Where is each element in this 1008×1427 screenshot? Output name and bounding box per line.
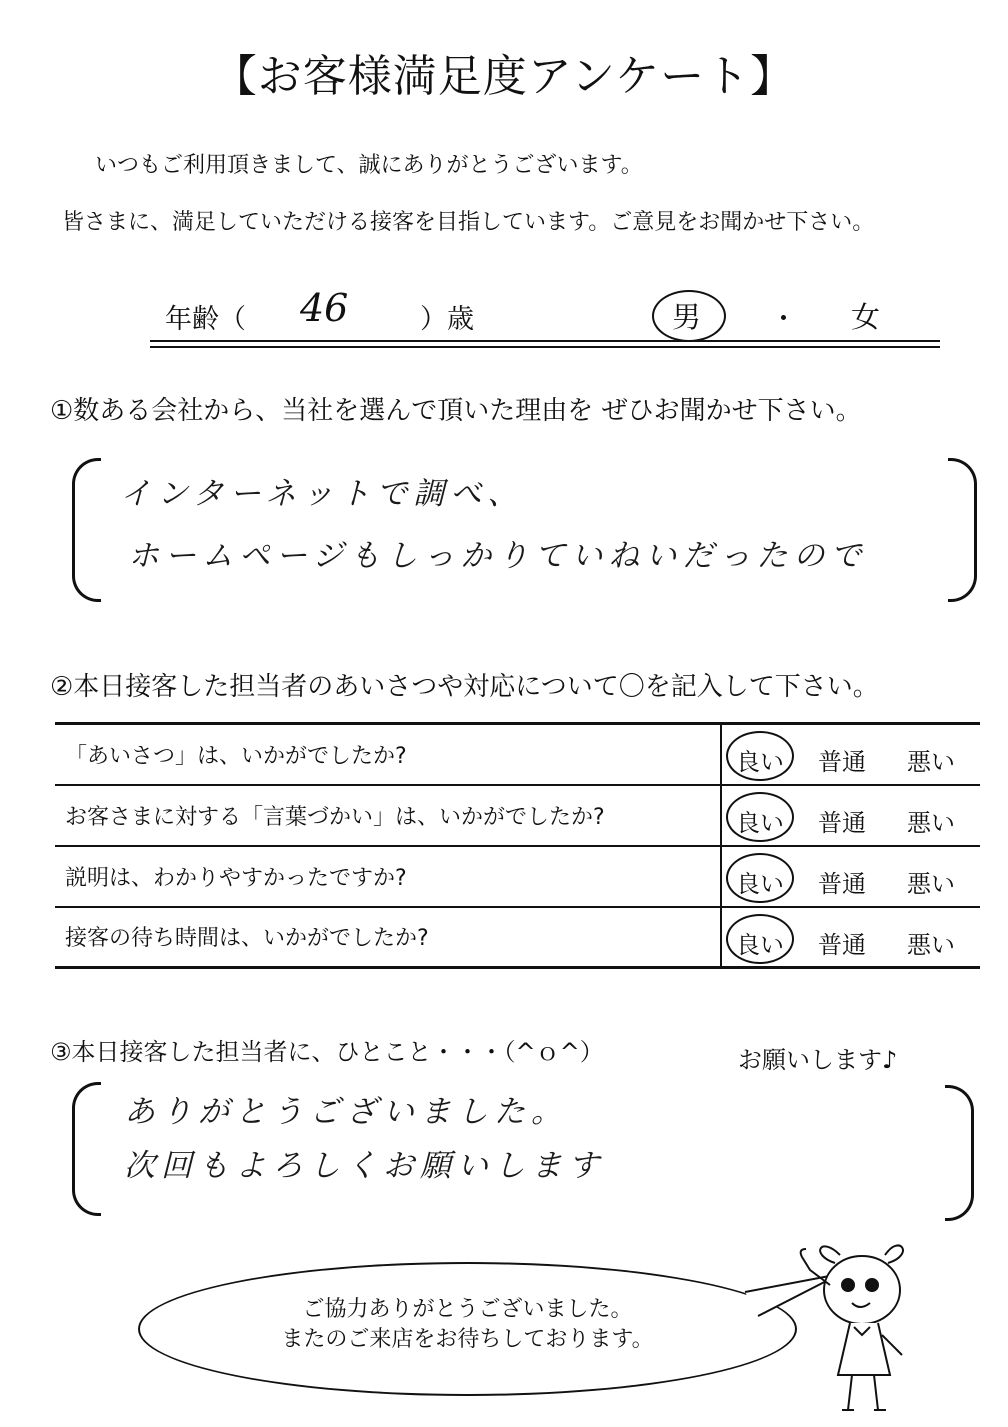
rating-options xyxy=(721,907,980,968)
age-value[interactable]: 46 xyxy=(300,286,349,330)
option-normal[interactable]: 普通 xyxy=(818,869,866,898)
rating-row xyxy=(55,846,980,907)
age-label: 年齢（ xyxy=(165,304,246,335)
rating-options xyxy=(721,846,980,907)
option-good[interactable]: 良い xyxy=(736,869,784,898)
answer-3-bracket-left xyxy=(72,1082,101,1216)
option-bad[interactable]: 悪い xyxy=(907,748,955,776)
option-good[interactable]: 良い xyxy=(736,930,784,959)
answer-1-bracket-right xyxy=(948,458,977,602)
rating-options xyxy=(721,724,980,785)
rating-question: 説明は、わかりやすかったですか? xyxy=(55,846,721,907)
answer-3-line-1[interactable]: ありがとうございました。 xyxy=(124,1094,568,1130)
rating-question: 接客の待ち時間は、いかがでしたか? xyxy=(55,907,721,968)
rating-row xyxy=(55,785,980,846)
rating-question: お客さまに対する「言葉づかい」は、いかがでしたか? xyxy=(55,785,721,846)
rating-options xyxy=(721,785,980,846)
question-3-note: お願いします♪ xyxy=(738,1046,898,1074)
closing-line-2: またのご来店をお待ちしております。 xyxy=(281,1327,654,1352)
answer-1-line-2[interactable]: ホームページもしっかりていねいだったので xyxy=(128,538,868,574)
question-1-label: ①数ある会社から、当社を選んで頂いた理由を ぜひお聞かせ下さい。 xyxy=(50,396,862,426)
option-bad[interactable]: 悪い xyxy=(907,808,955,837)
page-title: 【お客様満足度アンケート】 xyxy=(212,51,796,102)
intro-line-1: いつもご利用頂きまして、誠にありがとうございます。 xyxy=(95,153,643,178)
question-3-label: ③本日接客した担当者に、ひとこと・・・（^ｏ^） xyxy=(50,1038,604,1066)
answer-1-bracket-left xyxy=(72,458,101,602)
gender-female-option[interactable]: 女 xyxy=(851,300,881,334)
answer-1-line-1[interactable]: インターネットで調べ、 xyxy=(120,476,525,512)
answer-3-line-2[interactable]: 次回もよろしくお願いします xyxy=(124,1148,605,1184)
option-good[interactable]: 良い xyxy=(736,808,784,837)
option-bad[interactable]: 悪い xyxy=(907,869,955,898)
answer-3-bracket-right xyxy=(945,1085,974,1221)
closing-line-1: ご協力ありがとうございました。 xyxy=(302,1297,633,1322)
question-2-label: ②本日接客した担当者のあいさつや対応について〇を記入して下さい。 xyxy=(50,672,879,702)
rating-row xyxy=(55,907,980,968)
option-normal[interactable]: 普通 xyxy=(818,748,866,776)
profile-divider-bottom xyxy=(150,346,940,348)
option-normal[interactable]: 普通 xyxy=(818,930,866,959)
option-good[interactable]: 良い xyxy=(736,748,784,776)
gender-separator: ・ xyxy=(770,304,797,335)
option-bad[interactable]: 悪い xyxy=(907,930,955,959)
rating-row xyxy=(55,724,980,785)
profile-divider-top xyxy=(150,340,940,342)
rating-question: 「あいさつ」は、いかがでしたか? xyxy=(55,724,721,785)
gender-male-option[interactable]: 男 xyxy=(672,300,702,334)
age-suffix: ）歳 xyxy=(420,304,474,335)
rating-table xyxy=(55,722,980,969)
intro-line-2: 皆さまに、満足していただける接客を目指しています。ご意見をお聞かせ下さい。 xyxy=(62,210,875,235)
option-normal[interactable]: 普通 xyxy=(818,808,866,837)
mascot-illustration xyxy=(790,1225,930,1420)
